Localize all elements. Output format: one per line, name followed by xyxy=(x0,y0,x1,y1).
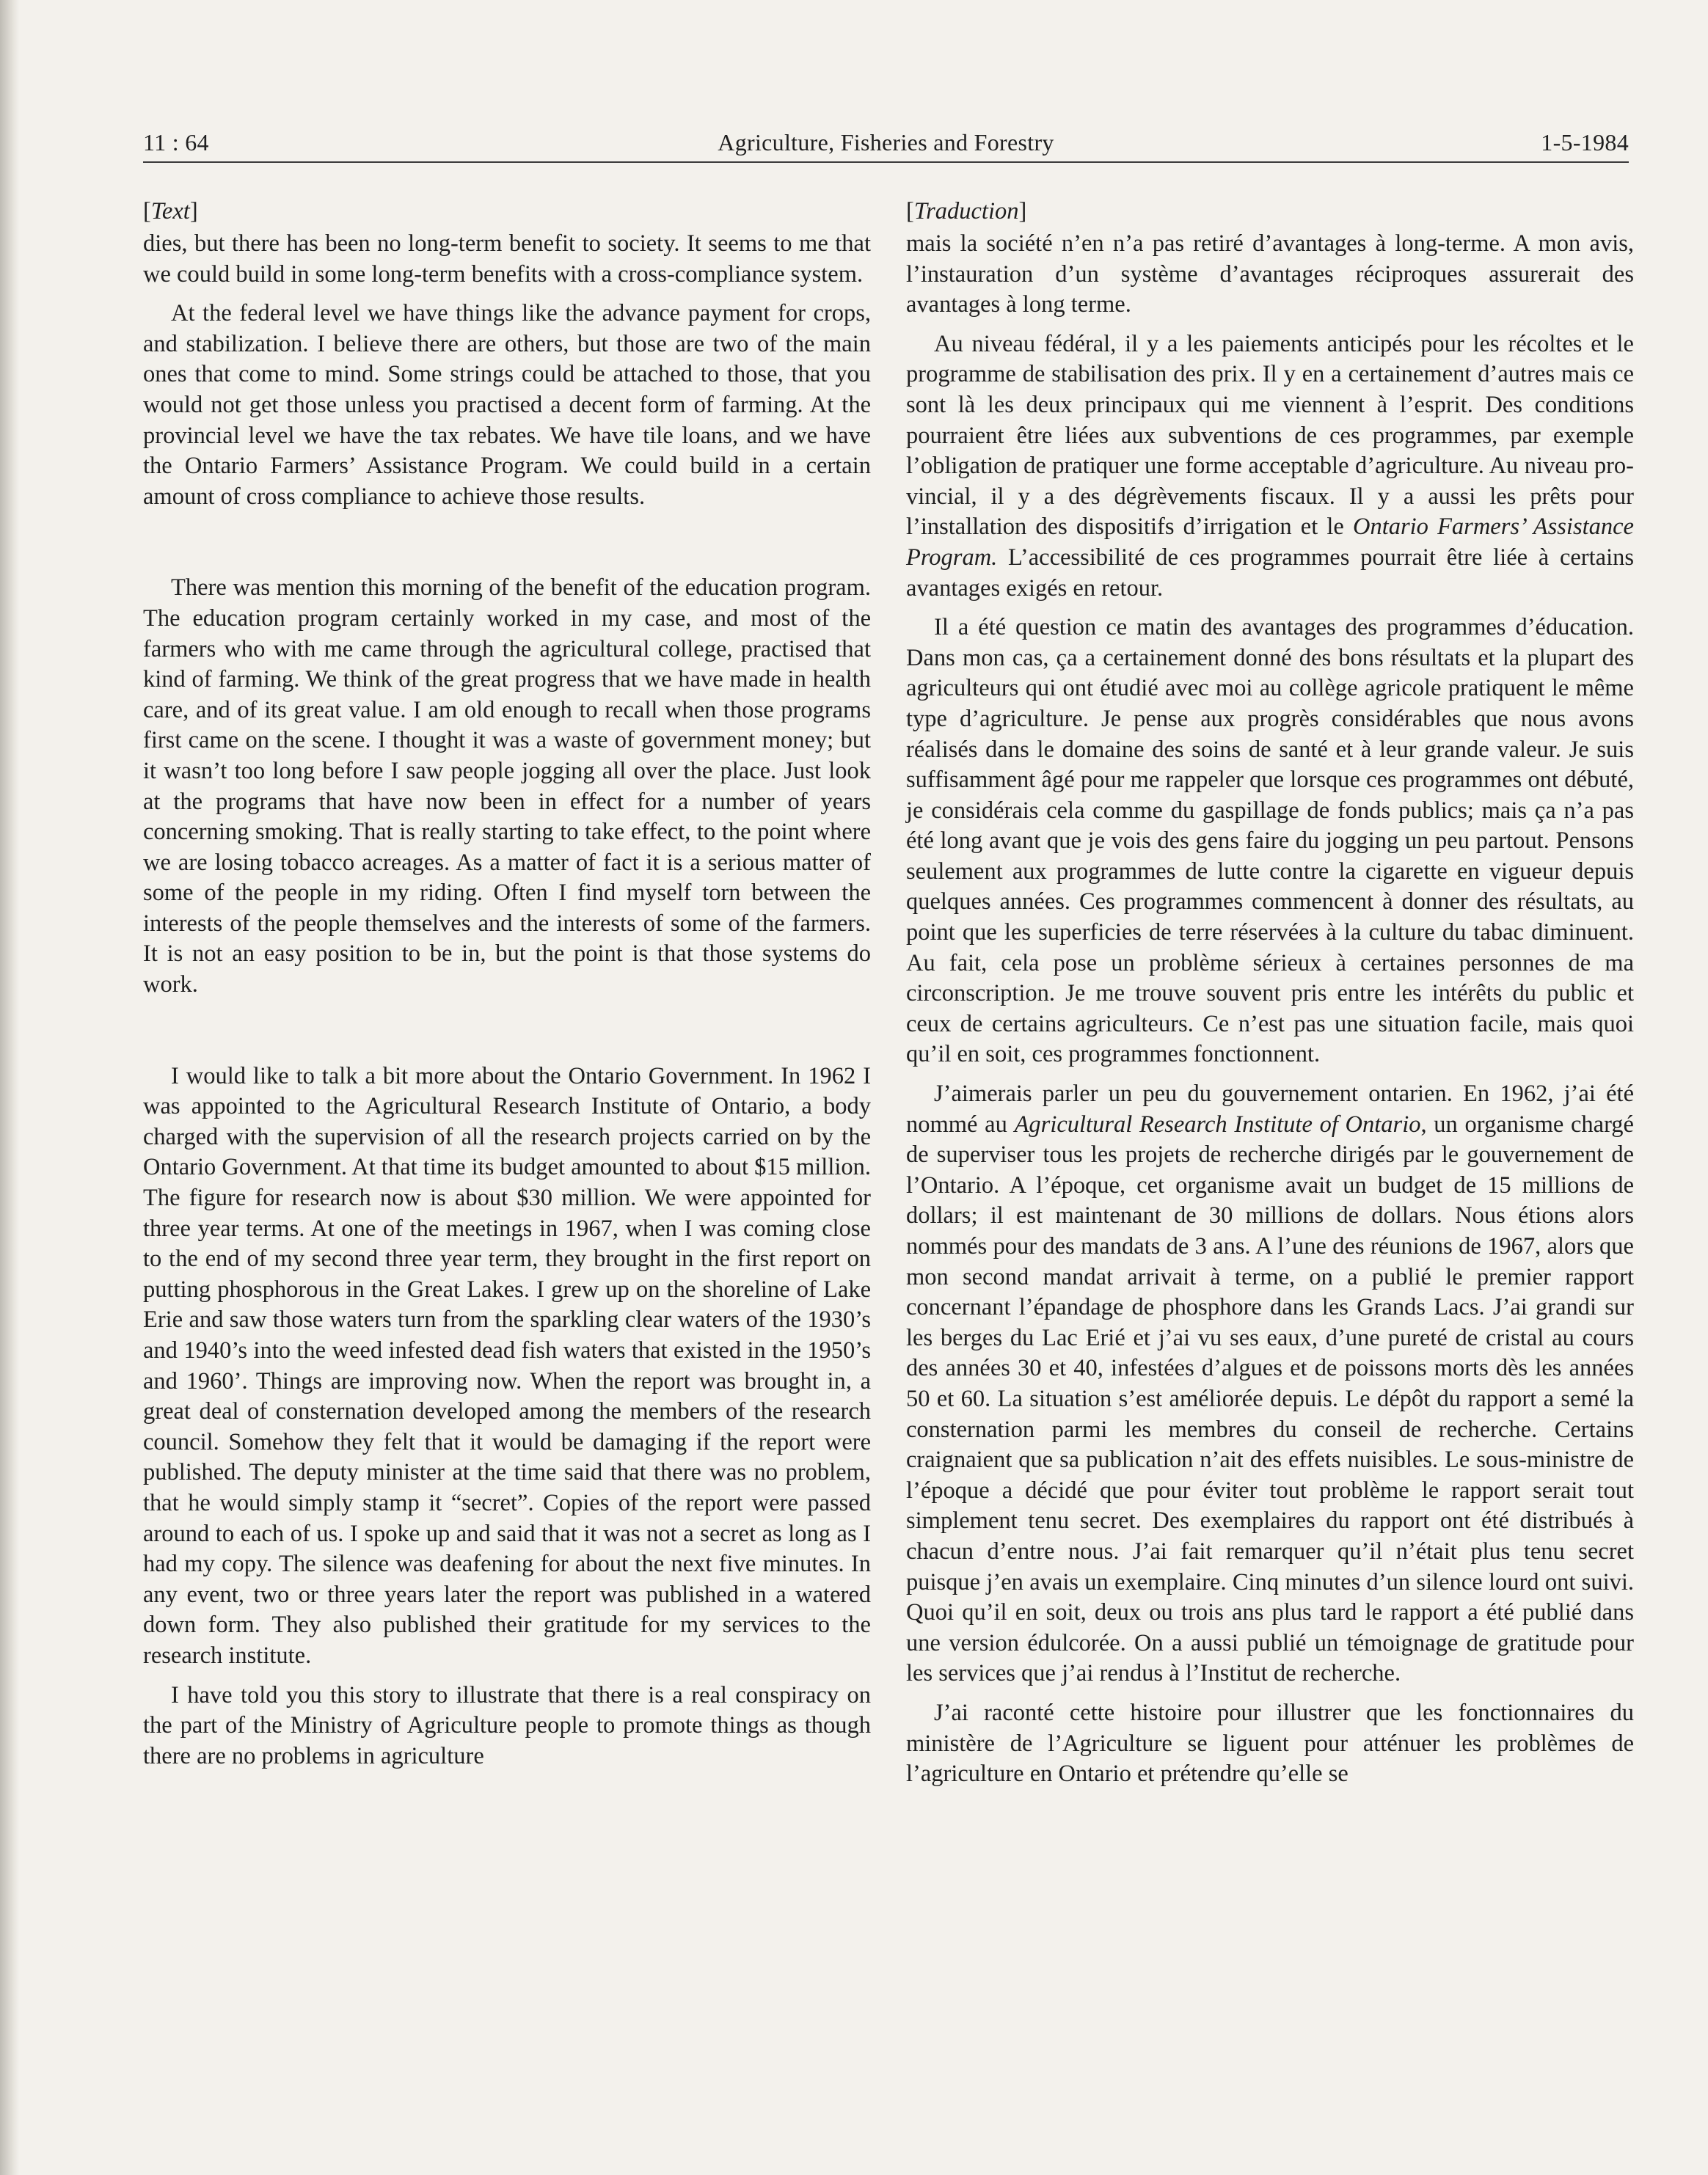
english-column xyxy=(143,197,871,1772)
english-paragraph: There was mention this morning of the benefit of the education program. The education program certainly worked in my case, and most of the farmers who with me came through the agricultural college, practised that kind of farming. We think of the great progress that we have made in health care, and of its great value. I am old enough to recall when those programs first came on the scene. I thought it was a waste of government money; but it wasn’t too long before I saw people jogging all over the place. Just look at the programs that have now been in effect for a number of years concerning smoking. That is really starting to take effect, to the point where we are losing tobacco acreages. As a matter of fact it is a serious matter of some of the people in my riding. Often I find myself torn between the interests of the people themselves and the interests of some of the farmers. It is not an easy position to be in, but the point is that those systems do work. xyxy=(143,574,871,998)
page-binding-shadow xyxy=(0,0,19,2175)
english-paragraph: At the federal level we have things like the advance payment for crops, and stabilization. I believe there are others, but those are two of the main ones that come to mind. Some strings could be attached to those, that you would not get those unless you practised a decent form of farming. At the provincial level we have the tax rebates. We have tile loans, and we have the Ontario Farmers’ Assistance Program. We could build in a certain amount of cross compliance to achieve those results. xyxy=(143,300,871,510)
french-paragraph: Au niveau fédéral, il y a les paiements anticipés pour les récoltes et le programme de stabilisation des prix. Il y en a certainement d’autres mais ce sont là les deux principaux qui me viennent à l’esprit. Des conditions pourraient être liées aux subventions de ces programmes, par exemple l’obligation de pratiquer une forme acceptable d’agriculture. Au niveau provincial, il y a des dégrèvements fiscaux. Il y a aussi les prêts pour l’installation des dispositifs d’irrigation et le Ontario Farmers’ Assistance Program. L’accessibilité de ces programmes pourrait être liée à certains avantages exigés en retour. xyxy=(906,330,1634,602)
institute-name-italic: Agricultural Research Institute of Ontario xyxy=(1014,1111,1421,1138)
french-paragraph: Il a été question ce matin des avantages des programmes d’éducation. Dans mon cas, ça a certainement donné des bons résultats et la plupart des agriculteurs qui ont étudié avec moi au collège agricole pratiquent le même type d’agriculture. Je pense aux progrès considérables que nous avons réalisés dans le domaine des soins de santé et à leur grande valeur. Je suis suffisamment âgé pour me rappeler que lorsque ces programmes ont débuté, je considérais cela comme du gaspillage de fonds publics; mais ça n’a pas été long avant que je vois des gens faire du jogging un peu partout. Pensons seulement aux programmes de lutte contre la cigarette en vigueur depuis quelques années. Ces programmes commencent à donner des résultats, au point que les superficies de terre réservées à la culture du tabac diminuent. Au fait, cela pose un problème sérieux à certaines personnes de ma circonscription. Je me trouve souvent pris entre les intérêts du public et ceux de certains agriculteurs. Ce n’est pas une situation facile, mais quoi qu’il en soit, ces programmes fonctionnent. xyxy=(906,614,1634,1068)
english-paragraph: I have told you this story to illustrate that there is a real conspiracy on the part of the Ministry of Agriculture people to promote things as though there are no problems in agriculture xyxy=(143,1681,871,1769)
page-date: 1-5-1984 xyxy=(1541,129,1629,156)
program-name-italic: Ontario Farmers’ Assistance Program. xyxy=(906,513,1634,571)
english-paragraph: I would like to talk a bit more about the Ontario Government. In 1962 I was appointed to the Agricultural Research Institute of Ontario, a body charged with the supervision of all the research projects carried on by the Ontario Government. At that time its budget amounted to about $15 million. The figure for research now is about $30 million. We were appointed for three year terms. At one of the meetings in 1967, when I was coming close to the end of my second three year term, they brought in the first report on putting phosphorous in the Great Lakes. I grew up on the shoreline of Lake Erie and saw those waters turn from the sparkling clear waters of the 1930’s and 1940’s into the weed infested dead fish waters that existed in the 1950’s and 1960’. Things are improving now. When the report was brought in, a great deal of consternation developed among the members of the research council. Somehow they felt that it would be damaging if the report were published. The deputy minister at the time said that there was no problem, that he would simply stamp it “secret”. Copies of the report were passed around to each of us. I spoke up and said that it was not a secret as long as I had my copy. The silence was deafening for about the next five minutes. In any event, two or three years later the report was published in a watered down form. They also published their gratitude for my services to the research institute. xyxy=(143,1062,872,1669)
french-paragraph: J’aimerais parler un peu du gouvernement ontarien. En 1962, j’ai été nommé au Agricultural Research Institute of Ontario, un organisme chargé de superviser tous les projets de recherche dirigés par le gouvernement de l’Ontario. A l’époque, cet organisme avait un budget de 15 millions de dollars; il est maintenant de 30 millions de dollars. Nous étions alors nommés pour des mandats de 3 ans. A l’une des réunions de 1967, alors que mon second mandat arrivait à terme, on a publié le premier rapport concernant l’épandage de phosphore dans les Grands Lacs. J’ai grandi sur les berges du Lac Erié et j’ai vu ses eaux, d’une pureté de cristal au cours des années 30 et 40, infestées d’algues et de poissons morts dès les années 50 et 60. La situation s’est améliorée depuis. Le dépôt du rapport a semé la consternation parmi les membres du conseil de recherche. Certains craignaient que sa publication n’ait des effets nuisibles. Le sous-ministre de l’époque a décidé que pour éviter tout problème le rapport serait tout simplement tenu secret. Des exemplaires du rapport ont été distribués à chacun d’entre nous. J’ai fait remarquer qu’il n’était plus tenu secret puisque j’en avais un exemplaire. Cinq minutes d’un silence lourd ont suivi. Quoi qu’il en soit, deux ou trois ans plus tard le rapport a été publié dans une version édulcorée. On a aussi publié un témoignage de gratitude pour les services que j’ai rendus à l’Institut de recherche. xyxy=(906,1081,1634,1687)
page-number: 11 : 64 xyxy=(143,129,209,156)
page-header xyxy=(143,123,1629,161)
committee-title: Agriculture, Fisheries and Forestry xyxy=(718,129,1054,156)
english-paragraph: dies, but there has been no long-term benefit to society. It seems to me that we could build in some long-term benefits with a cross-compliance system. xyxy=(143,230,871,288)
french-paragraph: J’ai raconté cette histoire pour illustrer que les fonctionnaires du ministère de l’Agriculture se liguent pour atténuer les problèmes de l’agriculture en Ontario et prétendre qu’elle se xyxy=(906,1699,1634,1788)
french-section-label: [Traduction] xyxy=(906,198,1027,224)
french-paragraph: mais la société n’en n’a pas retiré d’avantages à long-terme. A mon avis, l’instauration d’un système d’avantages réciproques assurerait des avantages à long terme. xyxy=(906,230,1634,318)
header-rule xyxy=(143,161,1629,163)
french-column xyxy=(906,197,1634,1790)
english-section-label: [Text] xyxy=(143,198,198,224)
